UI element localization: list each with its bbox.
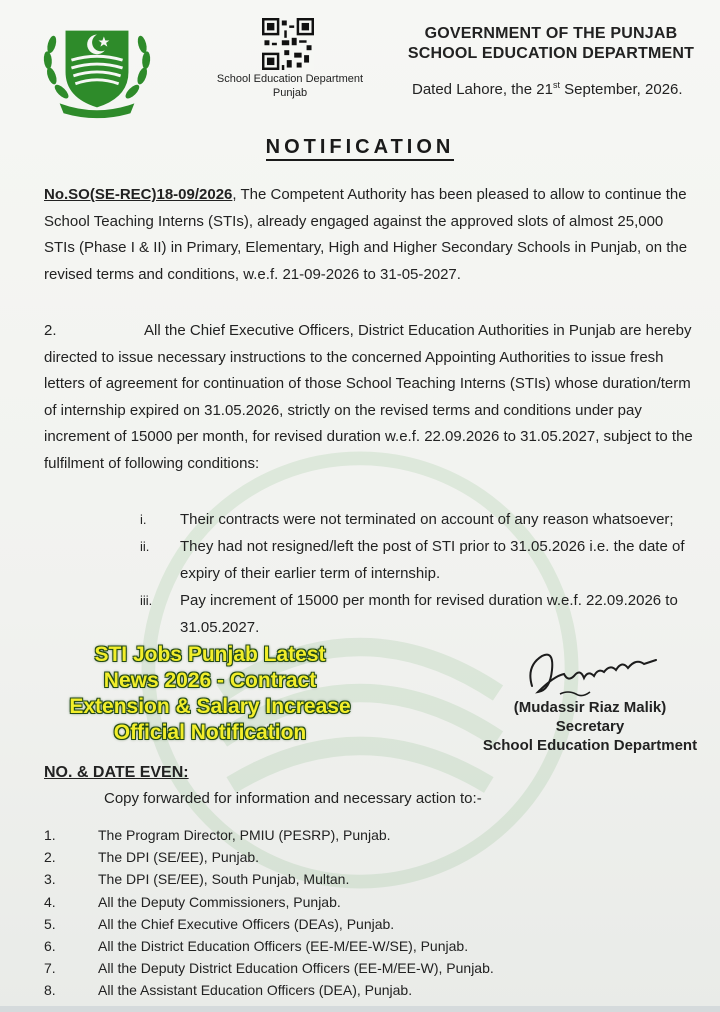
reference-number: No.SO(SE-REC)18-09/2026 xyxy=(44,186,233,203)
qr-caption-line-1: School Education Department xyxy=(216,73,364,85)
list-item-text: All the Deputy Commissioners, Punjab. xyxy=(98,893,341,910)
condition-text: Pay increment of 15000 per month for revised duration w.e.f. 22.09.2026 to 31.05.2027. xyxy=(180,592,678,636)
list-item-text: All the Deputy District Education Officers (EE-M/EE-W), Punjab. xyxy=(98,960,494,977)
list-item-text: The DPI (SE/EE), South Punjab, Multan. xyxy=(98,871,350,888)
paragraph-2 xyxy=(44,318,694,477)
page-bottom-edge xyxy=(0,1006,720,1012)
handwritten-signature xyxy=(524,646,664,702)
list-item xyxy=(44,979,704,1001)
overlay-line: Official Notification xyxy=(113,721,307,744)
list-item-text: The DPI (SE/EE), Punjab. xyxy=(98,849,260,866)
signatory-designation: Secretary xyxy=(555,718,625,735)
punjab-emblem-logo xyxy=(38,14,156,124)
notification-title xyxy=(0,136,720,159)
list-item-number: 2. xyxy=(44,849,56,866)
list-item xyxy=(44,891,704,913)
list-item-number: 7. xyxy=(44,960,56,977)
paragraph-2-number: 2. xyxy=(44,322,57,339)
gov-line-1: GOVERNMENT OF THE PUNJAB xyxy=(424,25,678,42)
list-item xyxy=(44,935,704,957)
overlay-line: Extension & Salary Increase xyxy=(69,695,351,718)
list-item-text: All the District Education Officers (EE-M/EE-W/SE), Punjab. xyxy=(98,937,469,954)
condition-numeral: ii. xyxy=(140,539,150,554)
qr-caption-line-2: Punjab xyxy=(272,87,308,99)
qr-caption xyxy=(210,72,370,100)
dated-prefix: Dated Lahore, the 21 xyxy=(412,81,553,98)
paragraph-1 xyxy=(44,182,694,288)
list-item-number: 6. xyxy=(44,937,56,954)
headline-overlay xyxy=(42,642,378,746)
list-item-number: 5. xyxy=(44,915,56,932)
signatory-department: School Education Department xyxy=(482,737,698,754)
list-item xyxy=(44,846,704,868)
signatory-block xyxy=(470,698,710,755)
list-item-number: 8. xyxy=(44,982,56,999)
dated-line xyxy=(412,80,683,98)
gov-line-2: SCHOOL EDUCATION DEPARTMENT xyxy=(407,45,695,62)
signatory-name: (Mudassir Riaz Malik) xyxy=(513,699,667,716)
list-item xyxy=(44,824,704,846)
condition-numeral: iii. xyxy=(140,593,153,608)
condition-numeral: i. xyxy=(140,512,147,527)
overlay-line: News 2026 - Contract xyxy=(103,669,317,692)
condition-text: They had not resigned/left the post of STI prior to 31.05.2026 i.e. the date of expiry of their earlier term of internship. xyxy=(180,538,685,582)
government-heading xyxy=(396,24,706,64)
paragraph-2-text: All the Chief Executive Officers, District Education Authorities in Punjab are hereby directed to issue necessary instructions to the concerned Appointing Authorities to issue fresh letters of agreement for continuation of those School Teaching Interns (STIs) whose duration/term of internship expired on 31.05.2026, strictly on the revised terms and conditions under pay increment of 15000 per month, for revised duration w.e.f. 22.09.2026 to 31.05.2027, subject to the fulfilment of following conditions: xyxy=(44,322,693,472)
copy-forwarded-line: Copy forwarded for information and necessary action to:- xyxy=(104,790,482,807)
list-item-text: All the Assistant Education Officers (DEA), Punjab. xyxy=(98,982,413,999)
list-item-text: All the Chief Executive Officers (DEAs), Punjab. xyxy=(98,915,395,932)
dated-sup: st xyxy=(552,80,560,90)
overlay-line: STI Jobs Punjab Latest xyxy=(94,643,326,666)
list-item-number: 1. xyxy=(44,827,56,843)
notification-title-text: NOTIFICATION xyxy=(266,136,455,161)
distribution-list xyxy=(44,824,704,1002)
list-item-number: 4. xyxy=(44,893,56,910)
list-item xyxy=(44,913,704,935)
condition-text: Their contracts were not terminated on account of any reason whatsoever; xyxy=(180,511,674,528)
number-date-even-heading: NO. & DATE EVEN: xyxy=(44,764,189,781)
qr-code xyxy=(262,18,314,70)
dated-suffix: September, 2026. xyxy=(559,81,683,98)
paragraph-1-text: , The Competent Authority has been pleased to allow to continue the School Teaching Interns (STIs), already engaged against the approved slots of almost 25,000 STIs (Phase I & II) in Primary, Elementary, High and Higher Secondary Schools in Punjab, on the revised terms and conditions, w.e.f. 21-09-2026 to 31-05-2027. xyxy=(44,186,688,283)
list-item xyxy=(44,957,704,979)
list-item-number: 3. xyxy=(44,871,56,888)
list-item xyxy=(44,868,704,890)
list-item-text: The Program Director, PMIU (PESRP), Punjab. xyxy=(98,827,391,843)
